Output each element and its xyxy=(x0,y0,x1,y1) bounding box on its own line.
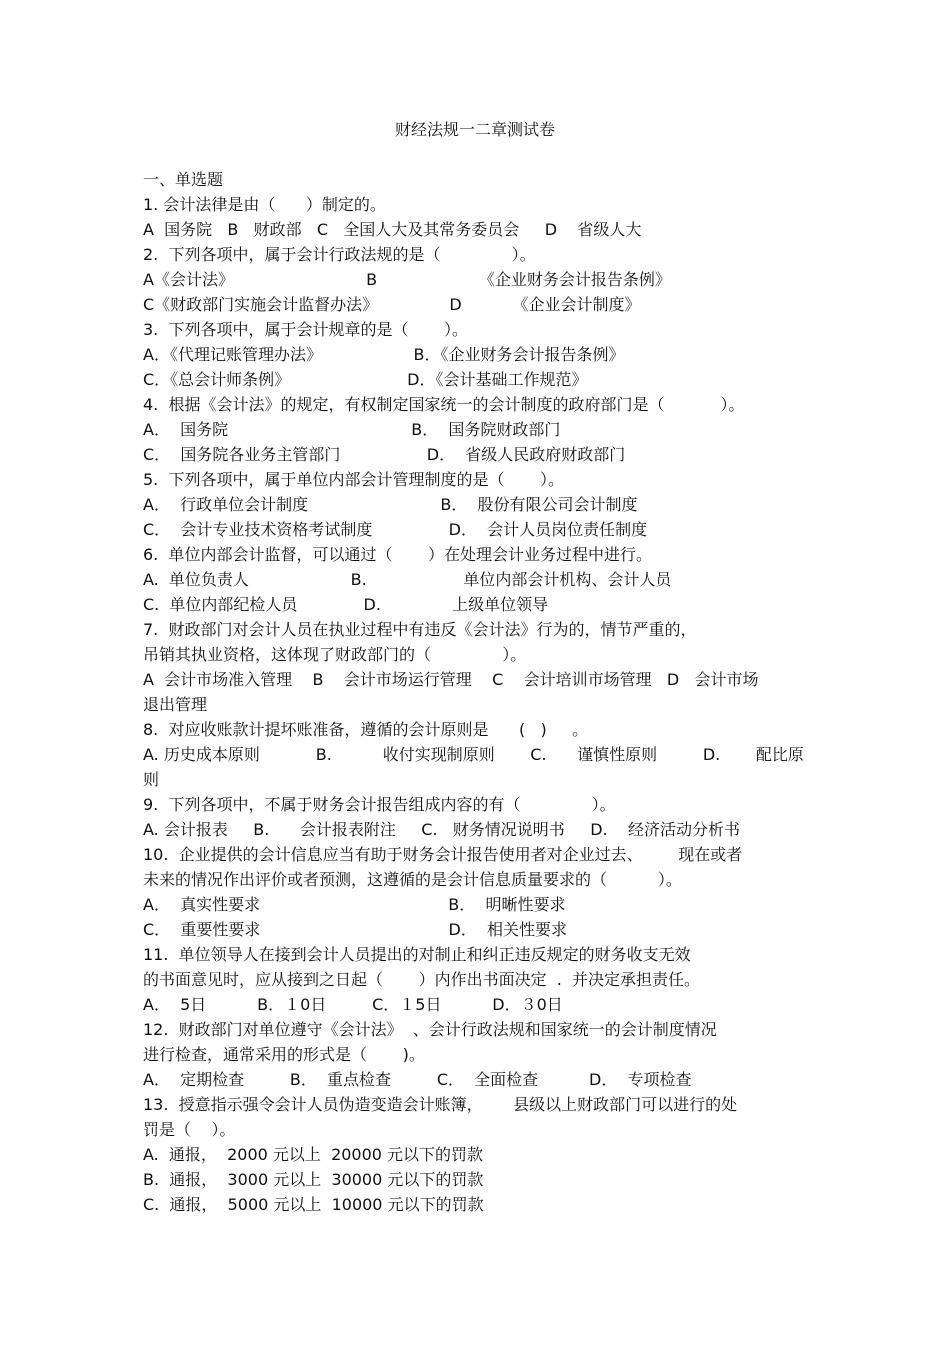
question-line: 8. 对应收账款计提坏账准备，遵循的会计原则是 ( ) 。 xyxy=(143,720,589,739)
option-line: A． 真实性要求 B． 明晰性要求 xyxy=(143,895,566,914)
option-line: C. 通报， 5000 元以上 10000 元以下的罚款 xyxy=(143,1195,484,1214)
option-line: C． 国务院各业务主管部门 D． 省级人民政府财政部门 xyxy=(143,445,626,464)
question-line: 11. 单位领导人在接到会计人员提出的对制止和纠正违反规定的财务收支无效 xyxy=(143,945,691,964)
section-heading: 一、单选题 xyxy=(143,170,224,189)
option-line: C. 单位内部纪检人员 D. 上级单位领导 xyxy=(143,595,549,614)
question-line: 吊销其执业资格，这体现了财政部门的（ ）。 xyxy=(143,645,527,664)
option-line: 退出管理 xyxy=(143,695,208,714)
question-line: 9. 下列各项中，不属于财务会计报告组成内容的有（ ）。 xyxy=(143,795,616,814)
option-line: A． 定期检查 B． 重点检查 C． 全面检查 D． 专项检查 xyxy=(143,1070,692,1089)
option-line: 则 xyxy=(143,770,160,789)
question-line: 13. 授意指示强令会计人员伪造变造会计账簿， 县级以上财政部门可以进行的处 xyxy=(143,1095,738,1114)
question-line: 12. 财政部门对单位遵守《会计法》 、会计行政法规和国家统一的会计制度情况 xyxy=(143,1020,717,1039)
question-line: 6. 单位内部会计监督，可以通过（ ）在处理会计业务过程中进行。 xyxy=(143,545,653,564)
option-line: A． 国务院 B． 国务院财政部门 xyxy=(143,420,561,439)
option-line: A. 会计报表 B. 会计报表附注 C. 财务情况说明书 D. 经济活动分析书 xyxy=(143,820,740,839)
question-line: 5. 下列各项中，属于单位内部会计管理制度的是（ ）。 xyxy=(143,470,565,489)
question-line: 1. 会计法律是由（ ）制定的。 xyxy=(143,195,386,214)
option-line: C．《总会计师条例》 D．《会计基础工作规范》 xyxy=(143,370,588,389)
option-line: A．《代理记账管理办法》 B．《企业财务会计报告条例》 xyxy=(143,345,625,364)
question-line: 罚是（ ）。 xyxy=(143,1120,236,1139)
question-line: 的书面意见时，应从接到之日起（ ）内作出书面决定 . 并决定承担责任。 xyxy=(143,970,701,989)
question-list xyxy=(143,167,813,1217)
question-line: 3. 下列各项中，属于会计规章的是（ ）。 xyxy=(143,320,469,339)
question-line: 4. 根据《会计法》的规定，有权制定国家统一的会计制度的政府部门是（ ）。 xyxy=(143,395,745,414)
option-line: C《财政部门实施会计监督办法》 D 《企业会计制度》 xyxy=(143,295,641,314)
option-line: A. 通报， 2000 元以上 20000 元以下的罚款 xyxy=(143,1145,484,1164)
page-title: 财经法规一二章测试卷 xyxy=(394,120,555,139)
option-line: A. 单位负责人 B. 单位内部会计机构、会计人员 xyxy=(143,570,672,589)
option-line: A 会计市场准入管理 B 会计市场运行管理 C 会计培训市场管理 D 会计市场 xyxy=(143,670,759,689)
question-line: 进行检查，通常采用的形式是（ )。 xyxy=(143,1045,425,1064)
question-line: 未来的情况作出评价或者预测，这遵循的是会计信息质量要求的（ ）。 xyxy=(143,870,682,889)
question-line: 2. 下列各项中，属于会计行政法规的是（ ）。 xyxy=(143,245,536,264)
question-line: 7. 财政部门对会计人员在执业过程中有违反《会计法》行为的，情节严重的， xyxy=(143,620,697,639)
option-line: C． 重要性要求 D． 相关性要求 xyxy=(143,920,568,939)
question-line: 10. 企业提供的会计信息应当有助于财务会计报告使用者对企业过去、 现在或者 xyxy=(143,845,743,864)
option-line: A. 历史成本原则 B. 收付实现制原则 C. 谨慎性原则 D. 配比原 xyxy=(143,745,804,764)
option-line: B. 通报， 3000 元以上 30000 元以下的罚款 xyxy=(143,1170,484,1189)
option-line: A《会计法》 B 《企业财务会计报告条例》 xyxy=(143,270,671,289)
option-line: A． 5日 B．１0日 C．１5日 D．３0日 xyxy=(143,995,563,1014)
option-line: A 国务院 B 财政部 C 全国人大及其常务委员会 D 省级人大 xyxy=(143,220,642,239)
option-line: C． 会计专业技术资格考试制度 D． 会计人员岗位责任制度 xyxy=(143,520,648,539)
option-line: A． 行政单位会计制度 B． 股份有限公司会计制度 xyxy=(143,495,638,514)
